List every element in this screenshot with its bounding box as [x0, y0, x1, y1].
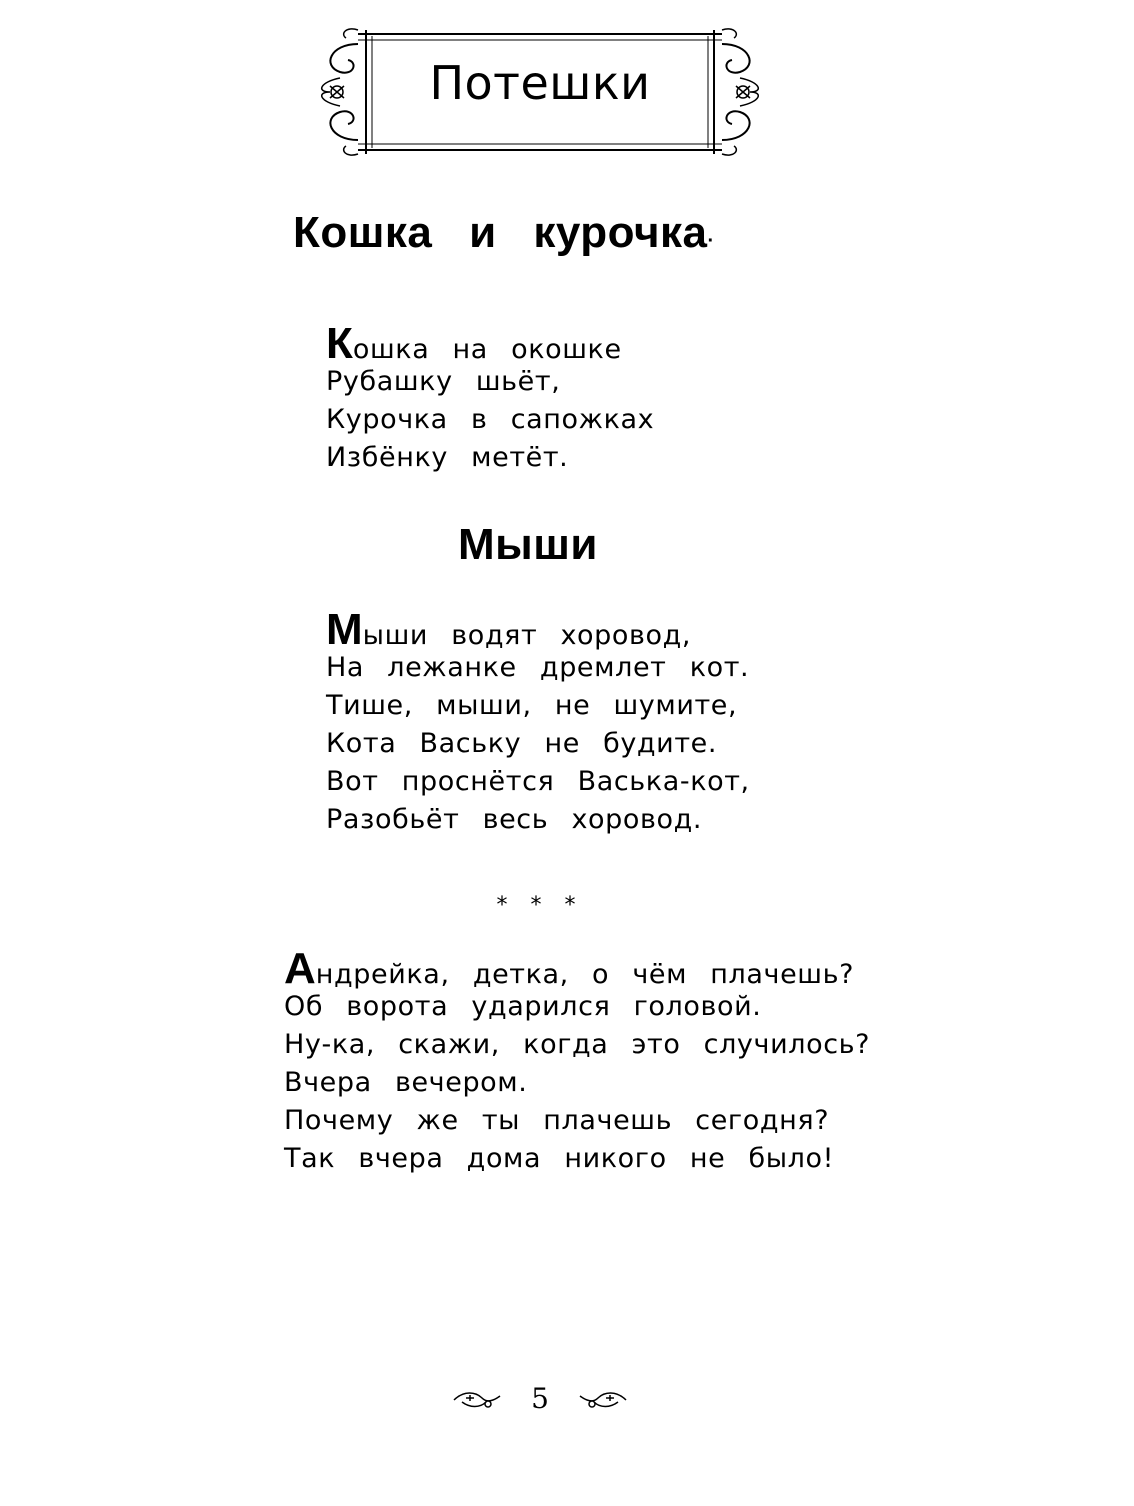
poem-line: Рубашку шьёт, — [326, 366, 561, 397]
page-footer — [440, 1376, 640, 1426]
stanza-mice — [326, 605, 750, 839]
poem-line: Андрейка, детка, о чём плачешь? — [284, 944, 855, 993]
poem-line: Курочка в сапожках — [326, 404, 655, 435]
stanza-andreyka — [284, 944, 871, 1178]
poem-line: Вот проснётся Васька-кот, — [326, 766, 750, 797]
poem-line: Избёнку метёт. — [326, 442, 569, 473]
stanza-cat-and-hen — [326, 319, 655, 477]
title-dot: · — [707, 230, 715, 252]
poem-title-mice: Мыши — [458, 520, 598, 569]
poem-line: Кошка на окошке — [326, 319, 622, 368]
poem-title-text: Кошка и курочка — [293, 208, 708, 257]
poem-line: Вчера вечером. — [284, 1067, 528, 1098]
section-separator: * * * — [496, 893, 584, 918]
poem-line: Мыши водят хоровод, — [326, 605, 692, 654]
poem-line: Так вчера дома никого не было! — [284, 1143, 835, 1174]
poem-line: Разобьёт весь хоровод. — [326, 804, 703, 835]
drop-cap: М — [326, 605, 363, 654]
page-number: 5 — [531, 1382, 549, 1415]
header-frame — [300, 26, 780, 158]
poem-line: Кота Ваську не будите. — [326, 728, 718, 759]
poem-line: Об ворота ударился головой. — [284, 991, 762, 1022]
footer-ornament-right-icon — [576, 1388, 628, 1412]
poem-line: Почему же ты плачешь сегодня? — [284, 1105, 830, 1136]
poem-line: На лежанке дремлет кот. — [326, 652, 750, 683]
section-title: Потешки — [429, 56, 651, 110]
poem-line: Ну-ка, скажи, когда это случилось? — [284, 1029, 871, 1060]
poem-line: Тише, мыши, не шумите, — [326, 690, 738, 721]
drop-cap: К — [326, 319, 353, 368]
poem-title-cat-and-hen — [293, 208, 715, 258]
drop-cap: А — [284, 944, 316, 993]
